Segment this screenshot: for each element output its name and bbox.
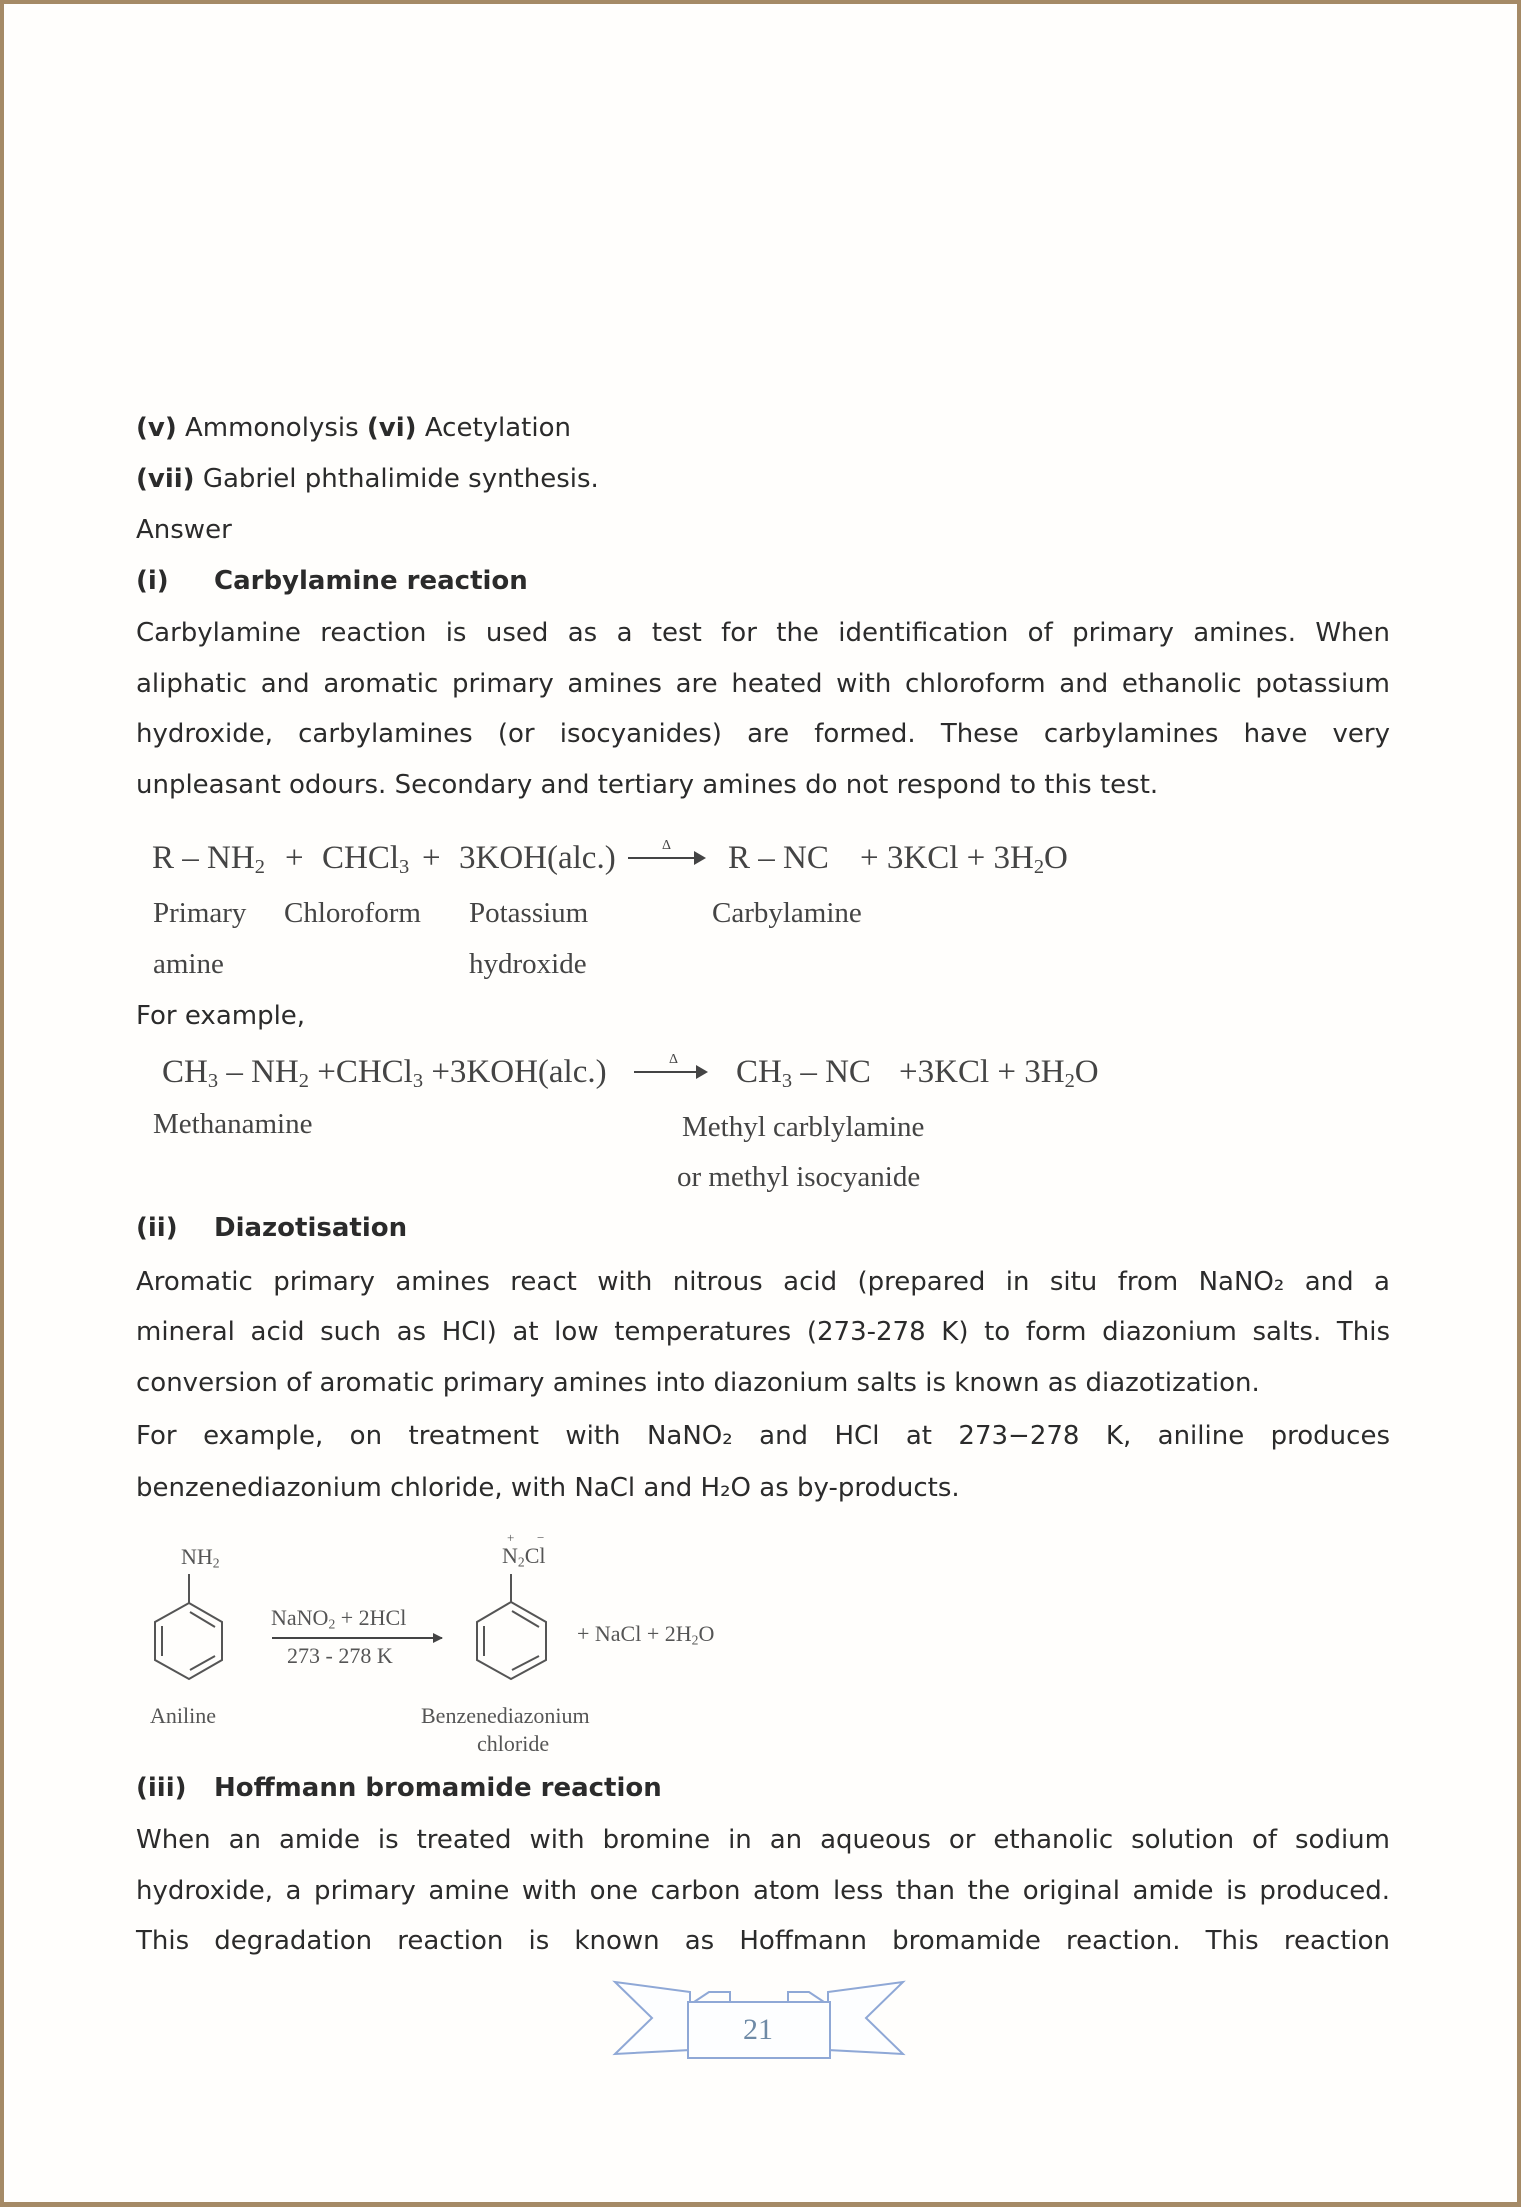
- item-text-acetylation: Acetylation: [424, 413, 571, 443]
- aniline-label: Aniline: [150, 1703, 216, 1728]
- section-number-i: (i): [136, 566, 169, 596]
- label-methanamine: Methanamine: [153, 1108, 313, 1140]
- reactant-koh: 3KOH(alc.): [459, 840, 616, 876]
- paragraph-line: Carbylamine reaction is used as a test for the identification of primary amines. When: [136, 618, 1390, 648]
- paragraph-line: hydroxide, carbylamines (or isocyanides) are formed. These carbylamines have very: [136, 719, 1390, 749]
- chloride-label: chloride: [477, 1731, 550, 1756]
- item-number-vi: (vi): [366, 413, 417, 443]
- byproducts: + $3KCl + 3H_2O$: [860, 840, 1068, 879]
- page-number-ribbon-icon: [4, 4, 5, 5]
- diazonium-group: $N_2Cl$: [502, 1543, 546, 1570]
- for-example-label: For example,: [136, 1001, 306, 1031]
- plus-sign: +: [422, 840, 441, 876]
- paragraph-line: This degradation reaction is known as Hoffmann bromamide reaction. This reaction: [136, 1926, 1390, 1956]
- byproducts: $+3KCl + 3H_2O$: [899, 1054, 1099, 1093]
- label-carbylamine: Carbylamine: [712, 897, 862, 929]
- label-hydroxide: hydroxide: [469, 948, 587, 980]
- amino-group: $NH_2$: [181, 1544, 220, 1571]
- item-text-ammonolysis: Ammonolysis: [184, 413, 359, 443]
- heat-symbol: Δ: [662, 838, 672, 853]
- paragraph-line: benzenediazonium chloride, with NaCl and H₂O as by-products.: [136, 1473, 960, 1503]
- reaction-arrow-icon: [272, 1637, 442, 1639]
- item-number-vii: (vii): [136, 464, 195, 494]
- reactant-primary-amine: R – $NH_2$: [152, 840, 265, 879]
- positive-charge: +: [507, 1530, 515, 1545]
- paragraph-line: mineral acid such as HCl) at low temperatures (273-278 K) to form diazonium salts. This: [136, 1317, 1390, 1347]
- section-number-iii: (iii): [136, 1773, 187, 1803]
- negative-charge: −: [537, 1530, 545, 1545]
- paragraph-line: aliphatic and aromatic primary amines are heated with chloroform and ethanolic potassium: [136, 669, 1390, 699]
- section-title-hoffmann: Hoffmann bromamide reaction: [214, 1773, 662, 1803]
- reaction-arrow-icon: [634, 1071, 706, 1073]
- product-methyl-isocyanide: $CH_3$ – NC: [736, 1054, 871, 1093]
- item-text-gabriel: Gabriel phthalimide synthesis.: [202, 464, 599, 494]
- paragraph-line: Aromatic primary amines react with nitrous acid (prepared in situ from NaNO₂ and a: [136, 1267, 1390, 1297]
- section-title-carbylamine: Carbylamine reaction: [214, 566, 528, 596]
- label-methyl-carbylamine: Methyl carblylamine: [682, 1111, 925, 1143]
- page-number: 21: [743, 2013, 773, 2046]
- paragraph-line: hydroxide, a primary amine with one carbon atom less than the original amide is produced.: [136, 1876, 1390, 1906]
- question-line-v-vi: [136, 412, 571, 444]
- document-page: [4, 4, 1517, 2202]
- byproducts: + NaCl + $2H_2O$: [577, 1621, 715, 1648]
- item-number-v: (v): [136, 413, 177, 443]
- question-line-vii: [136, 463, 599, 495]
- plus-sign: +: [285, 840, 304, 876]
- reactant-chloroform: CHCl$_3$: [322, 840, 410, 879]
- paragraph-line: When an amide is treated with bromine in an aqueous or ethanolic solution of sodium: [136, 1825, 1390, 1855]
- paragraph-line: For example, on treatment with NaNO₂ and HCl at 273−278 K, aniline produces: [136, 1421, 1390, 1451]
- paragraph-line: conversion of aromatic primary amines into diazonium salts is known as diazotization.: [136, 1368, 1260, 1398]
- product-carbylamine: R – NC: [728, 840, 829, 876]
- paragraph-line: unpleasant odours. Secondary and tertiary amines do not respond to this test.: [136, 770, 1159, 800]
- reactant-methanamine: $CH_3 - NH_2$ +CHCl$_3$ +3KOH(alc.): [162, 1054, 607, 1093]
- label-primary: Primary: [153, 897, 247, 929]
- benzenediazonium-label: Benzenediazonium: [421, 1703, 590, 1728]
- label-potassium: Potassium: [469, 897, 589, 929]
- label-chloroform: Chloroform: [284, 897, 421, 929]
- label-amine: amine: [153, 948, 224, 980]
- label-methyl-isocyanide: or methyl isocyanide: [677, 1161, 921, 1193]
- reaction-arrow-icon: [628, 857, 704, 859]
- section-number-ii: (ii): [136, 1213, 178, 1243]
- heat-symbol: Δ: [669, 1052, 679, 1067]
- reagent-top: NaNO$_2$ + 2HCl: [271, 1605, 407, 1632]
- section-title-diazotisation: Diazotisation: [214, 1213, 408, 1243]
- answer-label: Answer: [136, 515, 232, 545]
- reagent-bottom: 273 - 278 K: [287, 1643, 393, 1668]
